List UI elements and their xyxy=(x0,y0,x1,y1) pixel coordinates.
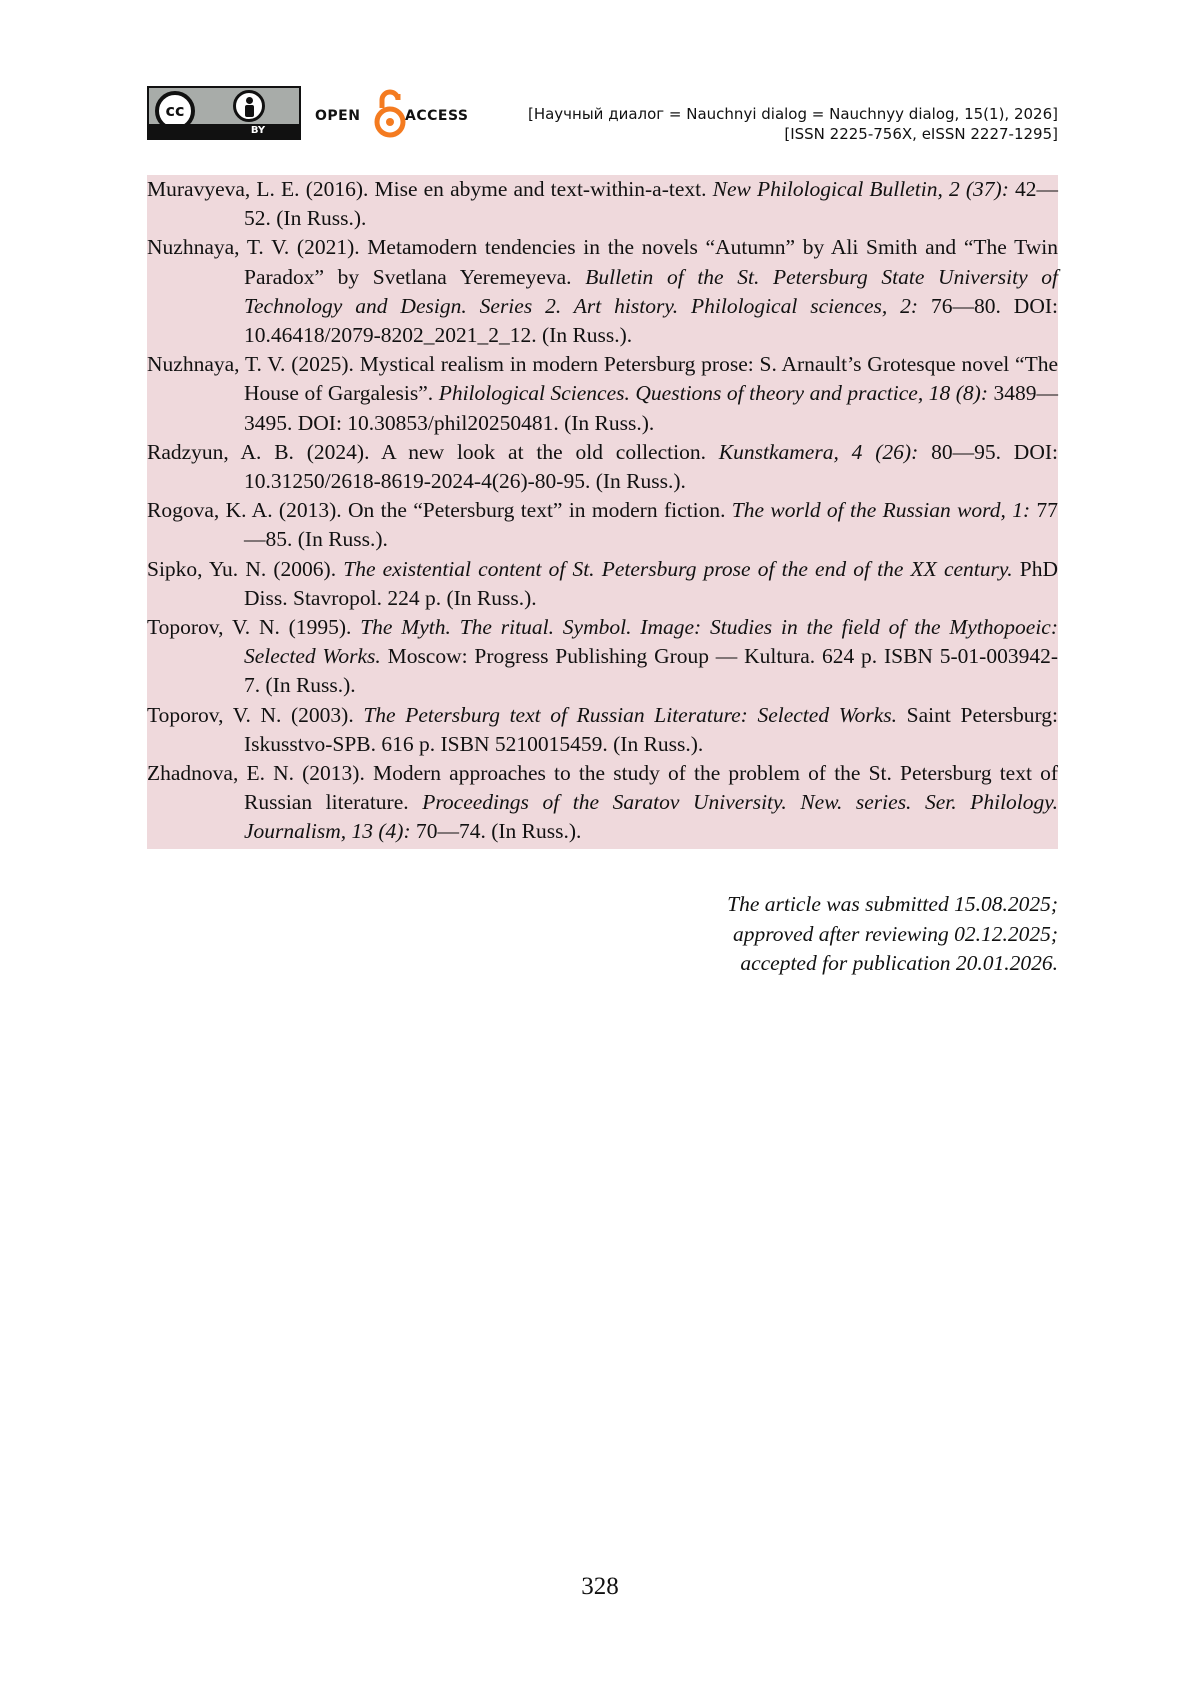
reference-item: Toporov, V. N. (1995). The Myth. The ritual. Symbol. Image: Studies in the field of the Mythopoeic: Selected Works. Moscow: Progress Publishing Group — Kultura. 624 p. ISBN 5-01-003942-7. (In Russ.). xyxy=(147,615,1058,698)
submitted-date: The article was submitted 15.08.2025; xyxy=(727,892,1058,916)
reference-item: Nuzhnaya, T. V. (2025). Mystical realism in modern Petersburg prose: S. Arnault’s Grotesque novel “The House of Gargalesis”. Philological Sciences. Questions of theory and practice, 18 (8): 3489—3495. DOI: 10.30853/phil20250481. (In Russ.). xyxy=(147,352,1059,435)
reference-item: Radzyun, A. B. (2024). A new look at the old collection. Kunstkamera, 4 (26): 80—95. DOI: 10.31250/2618-8619-2024-4(26)-80-95. (In Russ.). xyxy=(147,439,1058,494)
reference-item: Zhadnova, E. N. (2013). Modern approaches to the study of the problem of the St. Petersburg text of Russian literature. Proceedings of the Saratov University. New. series. Ser. Philology. Journalism, 13 (4): 70—74. (In Russ.). xyxy=(147,761,1059,844)
cc-by-license-logo[interactable] xyxy=(147,86,301,140)
cc-icon: cc xyxy=(155,91,195,131)
submission-dates xyxy=(727,890,1058,979)
journal-citation xyxy=(528,104,1058,144)
open-access-access-label: ACCESS xyxy=(405,108,469,124)
approved-date: approved after reviewing 02.12.2025; xyxy=(732,921,1058,946)
reference-item: Rogova, K. A. (2013). On the “Petersburg text” in modern fiction. The world of the Russian word, 1: 77—85. (In Russ.). xyxy=(147,498,1058,552)
reference-item: Nuzhnaya, T. V. (2021). Metamodern tendencies in the novels “Autumn” by Ali Smith and “The Twin Paradox” by Svetlana Yeremeyeva. Bulletin of the St. Petersburg State University of Technology and Design. Series 2. Art history. Philological sciences, 2: 76—80. DOI: 10.46418/2079-8202_2021_2_12. (In Russ.). xyxy=(147,235,1058,348)
reference-item: Muravyeva, L. E. (2016). Mise en abyme and text-within-a-text. New Philological Bulletin, 2 (37): 42—52. (In Russ.). xyxy=(147,177,1058,231)
journal-issn-line: [ISSN 2225-756X, eISSN 2227-1295] xyxy=(784,125,1058,143)
open-access-logo xyxy=(315,86,469,138)
reference-item: Sipko, Yu. N. (2006). The existential content of St. Petersburg prose of the end of the XX century. PhD Diss. Stavropol. 224 p. (In Russ.). xyxy=(147,556,1058,610)
open-access-open-label: OPEN xyxy=(315,108,361,124)
page-header xyxy=(147,86,1058,146)
by-label: BY xyxy=(217,124,299,138)
attribution-icon xyxy=(233,90,265,122)
accepted-date: accepted for publication 20.01.2026. xyxy=(740,951,1058,975)
open-lock-icon xyxy=(373,86,407,138)
reference-item: Toporov, V. N. (2003). The Petersburg text of Russian Literature: Selected Works. Saint Petersburg: Iskusstvo-SPB. 616 p. ISBN 5210015459. (In Russ.). xyxy=(147,702,1059,756)
reference-list xyxy=(147,175,1058,849)
journal-title-line: [Научный диалог = Nauchnyi dialog = Nauchnyy dialog, 15(1), 2026] xyxy=(527,105,1058,123)
page-number: 328 xyxy=(581,1573,619,1600)
